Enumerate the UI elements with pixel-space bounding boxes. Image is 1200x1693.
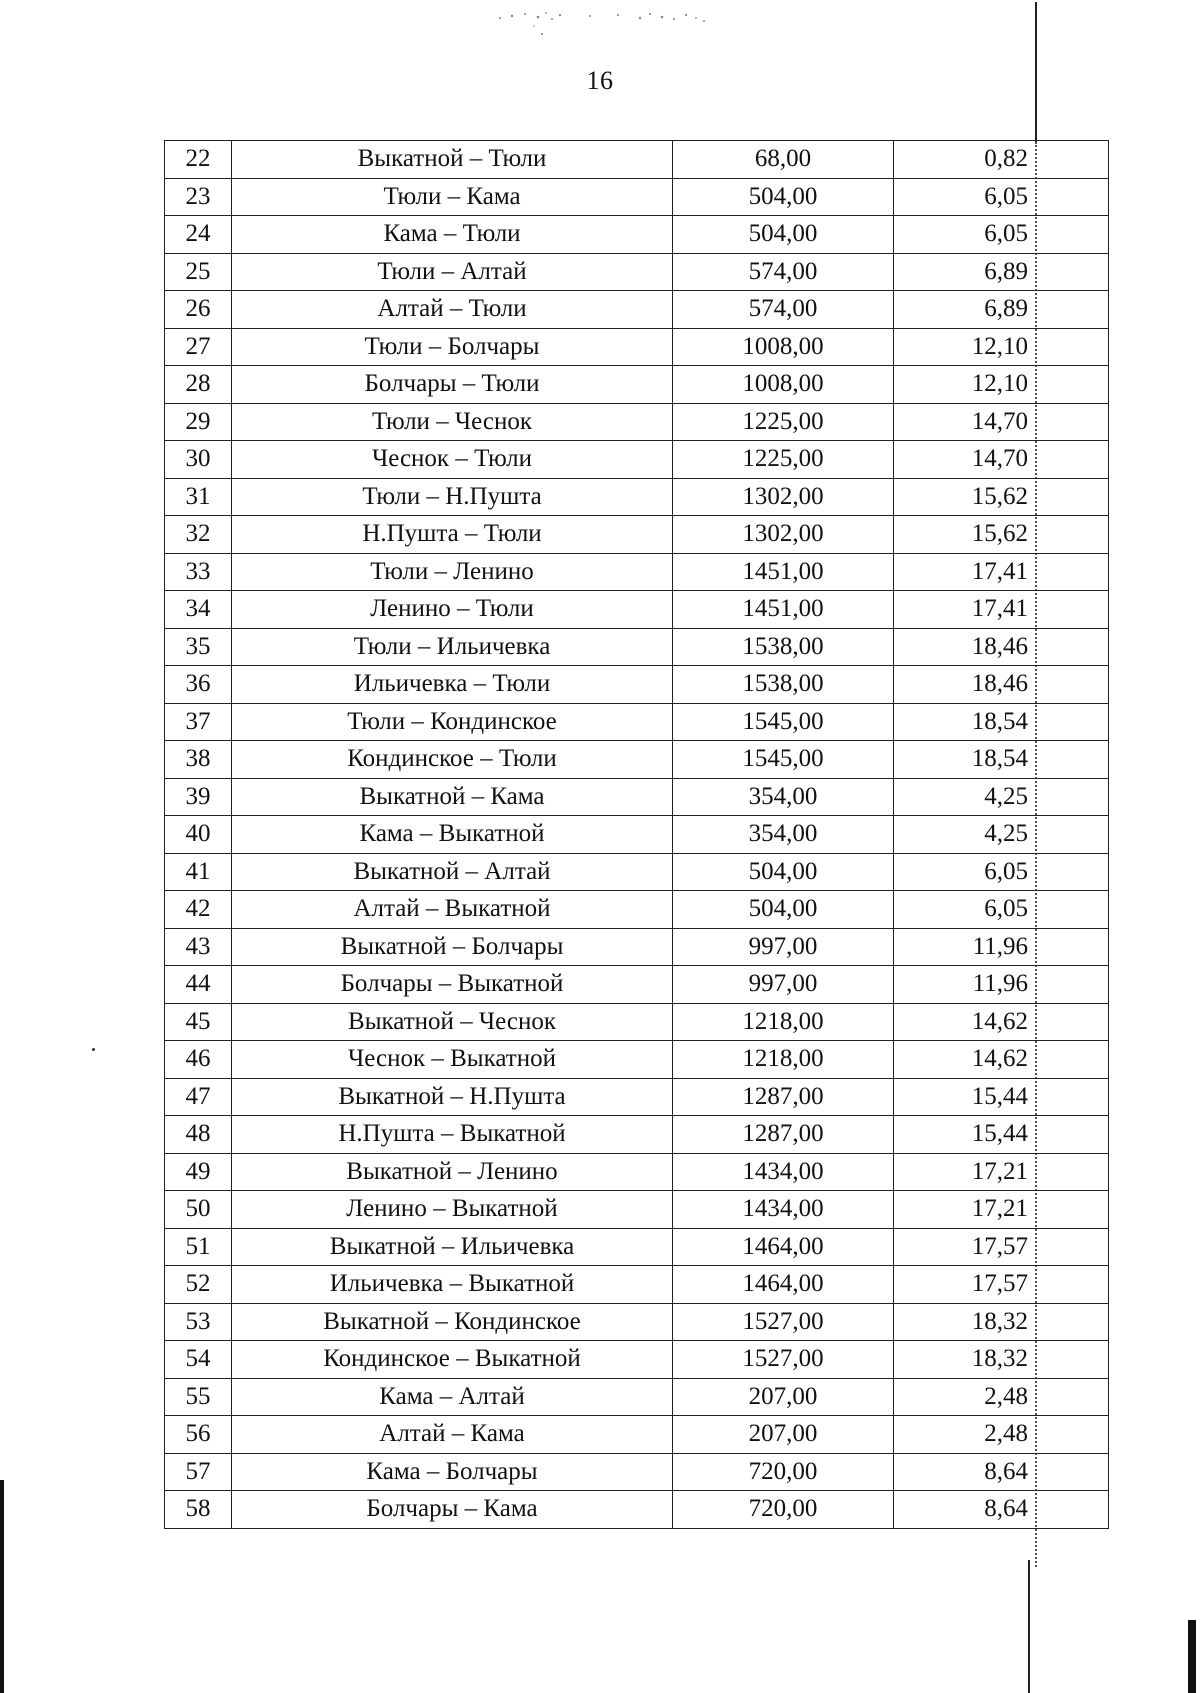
table-row — [165, 366, 1109, 404]
row-number-cell: 45 — [165, 1003, 232, 1041]
row-number-cell: 30 — [165, 441, 232, 479]
distance-cell: 1464,00 — [673, 1266, 894, 1304]
route-cell: Тюли – Ильичевка — [232, 628, 673, 666]
row-number-cell: 53 — [165, 1303, 232, 1341]
row-number-cell: 37 — [165, 703, 232, 741]
route-cell: Чеснок – Тюли — [232, 441, 673, 479]
table-row — [165, 553, 1109, 591]
row-number-cell: 42 — [165, 891, 232, 929]
row-number-cell: 57 — [165, 1453, 232, 1491]
row-number-cell: 23 — [165, 178, 232, 216]
table-row — [165, 1003, 1109, 1041]
table-row — [165, 403, 1109, 441]
route-cell: Кама – Выкатной — [232, 816, 673, 854]
cost-cell: 14,70 — [894, 441, 1109, 479]
route-cell: Алтай – Тюли — [232, 291, 673, 329]
route-cell: Ильичевка – Выкатной — [232, 1266, 673, 1304]
route-cell: Кама – Болчары — [232, 1453, 673, 1491]
table-row — [165, 966, 1109, 1004]
route-cell: Н.Пушта – Выкатной — [232, 1116, 673, 1154]
cost-cell: 6,05 — [894, 178, 1109, 216]
row-number-cell: 51 — [165, 1228, 232, 1266]
table-row — [165, 1078, 1109, 1116]
table-row — [165, 1191, 1109, 1229]
row-number-cell: 50 — [165, 1191, 232, 1229]
cost-cell: 17,21 — [894, 1191, 1109, 1229]
scan-artifact — [490, 6, 720, 42]
cost-cell: 15,44 — [894, 1116, 1109, 1154]
cost-cell: 14,62 — [894, 1041, 1109, 1079]
table-row — [165, 1341, 1109, 1379]
page-number: 16 — [586, 66, 614, 95]
distance-cell: 504,00 — [673, 216, 894, 254]
cost-cell: 15,44 — [894, 1078, 1109, 1116]
route-cell: Тюли – Н.Пушта — [232, 478, 673, 516]
route-cell: Выкатной – Ильичевка — [232, 1228, 673, 1266]
distance-cell: 1302,00 — [673, 516, 894, 554]
distance-cell: 354,00 — [673, 816, 894, 854]
cost-cell: 14,70 — [894, 403, 1109, 441]
table-row — [165, 1266, 1109, 1304]
distance-cell: 504,00 — [673, 178, 894, 216]
route-cell: Ильичевка – Тюли — [232, 666, 673, 704]
route-cell: Тюли – Кама — [232, 178, 673, 216]
row-number-cell: 35 — [165, 628, 232, 666]
route-cell: Кама – Алтай — [232, 1378, 673, 1416]
distance-cell: 207,00 — [673, 1378, 894, 1416]
row-number-cell: 52 — [165, 1266, 232, 1304]
distance-cell: 1451,00 — [673, 591, 894, 629]
cost-cell: 2,48 — [894, 1416, 1109, 1454]
table-row — [165, 853, 1109, 891]
row-number-cell: 39 — [165, 778, 232, 816]
distance-cell: 720,00 — [673, 1453, 894, 1491]
table-row — [165, 1228, 1109, 1266]
cost-cell: 6,05 — [894, 891, 1109, 929]
route-cell: Тюли – Кондинское — [232, 703, 673, 741]
route-cell: Чеснок – Выкатной — [232, 1041, 673, 1079]
table-row — [165, 628, 1109, 666]
cost-cell: 6,05 — [894, 853, 1109, 891]
table-row — [165, 741, 1109, 779]
distance-cell: 1225,00 — [673, 403, 894, 441]
table-row — [165, 928, 1109, 966]
distance-cell: 1527,00 — [673, 1341, 894, 1379]
table-row — [165, 1116, 1109, 1154]
row-number-cell: 40 — [165, 816, 232, 854]
cost-cell: 6,05 — [894, 216, 1109, 254]
table-row — [165, 1041, 1109, 1079]
route-cell: Выкатной – Тюли — [232, 141, 673, 179]
cost-cell: 18,54 — [894, 741, 1109, 779]
route-cell: Выкатной – Кондинское — [232, 1303, 673, 1341]
row-number-cell: 44 — [165, 966, 232, 1004]
distance-cell: 720,00 — [673, 1491, 894, 1529]
route-cell: Выкатной – Ленино — [232, 1153, 673, 1191]
distance-cell: 1538,00 — [673, 666, 894, 704]
row-number-cell: 46 — [165, 1041, 232, 1079]
distance-cell: 1434,00 — [673, 1191, 894, 1229]
table-row — [165, 1303, 1109, 1341]
route-cell: Болчары – Тюли — [232, 366, 673, 404]
distance-cell: 1302,00 — [673, 478, 894, 516]
row-number-cell: 48 — [165, 1116, 232, 1154]
table-row — [165, 516, 1109, 554]
route-cell: Болчары – Кама — [232, 1491, 673, 1529]
distance-cell: 1451,00 — [673, 553, 894, 591]
route-cell: Тюли – Алтай — [232, 253, 673, 291]
route-cell: Выкатной – Кама — [232, 778, 673, 816]
route-cell: Кондинское – Тюли — [232, 741, 673, 779]
table-row — [165, 328, 1109, 366]
route-cell: Выкатной – Н.Пушта — [232, 1078, 673, 1116]
distance-cell: 354,00 — [673, 778, 894, 816]
distance-cell: 1464,00 — [673, 1228, 894, 1266]
cost-cell: 15,62 — [894, 516, 1109, 554]
row-number-cell: 24 — [165, 216, 232, 254]
scan-edge-corner — [1188, 1620, 1196, 1693]
distance-cell: 1287,00 — [673, 1078, 894, 1116]
table-row — [165, 1153, 1109, 1191]
table-row — [165, 291, 1109, 329]
table-row — [165, 1416, 1109, 1454]
table-row — [165, 591, 1109, 629]
distance-cell: 1545,00 — [673, 703, 894, 741]
cost-cell: 2,48 — [894, 1378, 1109, 1416]
route-cell: Болчары – Выкатной — [232, 966, 673, 1004]
distance-cell: 1225,00 — [673, 441, 894, 479]
route-cell: Выкатной – Алтай — [232, 853, 673, 891]
routes-table — [164, 140, 1109, 1529]
scan-edge-left — [0, 1480, 4, 1693]
route-cell: Кама – Тюли — [232, 216, 673, 254]
cost-cell: 14,62 — [894, 1003, 1109, 1041]
row-number-cell: 55 — [165, 1378, 232, 1416]
distance-cell: 1218,00 — [673, 1003, 894, 1041]
route-cell: Ленино – Выкатной — [232, 1191, 673, 1229]
table-row — [165, 441, 1109, 479]
route-cell: Тюли – Чеснок — [232, 403, 673, 441]
distance-cell: 574,00 — [673, 253, 894, 291]
row-number-cell: 33 — [165, 553, 232, 591]
cost-cell: 18,32 — [894, 1303, 1109, 1341]
route-cell: Выкатной – Чеснок — [232, 1003, 673, 1041]
row-number-cell: 27 — [165, 328, 232, 366]
row-number-cell: 22 — [165, 141, 232, 179]
table-row — [165, 778, 1109, 816]
distance-cell: 504,00 — [673, 891, 894, 929]
route-cell: Алтай – Кама — [232, 1416, 673, 1454]
distance-cell: 504,00 — [673, 853, 894, 891]
row-number-cell: 28 — [165, 366, 232, 404]
cost-cell: 17,41 — [894, 553, 1109, 591]
table-row — [165, 178, 1109, 216]
row-number-cell: 26 — [165, 291, 232, 329]
cost-cell: 0,82 — [894, 141, 1109, 179]
routes-table-body — [165, 141, 1109, 1529]
table-row — [165, 816, 1109, 854]
row-number-cell: 32 — [165, 516, 232, 554]
route-cell: Тюли – Болчары — [232, 328, 673, 366]
cost-cell: 4,25 — [894, 778, 1109, 816]
cost-cell: 17,57 — [894, 1266, 1109, 1304]
cost-cell: 18,32 — [894, 1341, 1109, 1379]
route-cell: Выкатной – Болчары — [232, 928, 673, 966]
cost-cell: 17,21 — [894, 1153, 1109, 1191]
table-row — [165, 253, 1109, 291]
table-row — [165, 1378, 1109, 1416]
cost-cell: 6,89 — [894, 253, 1109, 291]
cost-cell: 18,46 — [894, 666, 1109, 704]
table-row — [165, 1453, 1109, 1491]
distance-cell: 1008,00 — [673, 366, 894, 404]
cost-cell: 6,89 — [894, 291, 1109, 329]
route-cell: Тюли – Ленино — [232, 553, 673, 591]
row-number-cell: 49 — [165, 1153, 232, 1191]
table-row — [165, 478, 1109, 516]
distance-cell: 997,00 — [673, 928, 894, 966]
cost-cell: 18,46 — [894, 628, 1109, 666]
row-number-cell: 56 — [165, 1416, 232, 1454]
distance-cell: 1527,00 — [673, 1303, 894, 1341]
row-number-cell: 34 — [165, 591, 232, 629]
row-number-cell: 25 — [165, 253, 232, 291]
distance-cell: 1287,00 — [673, 1116, 894, 1154]
row-number-cell: 43 — [165, 928, 232, 966]
distance-cell: 68,00 — [673, 141, 894, 179]
distance-cell: 1008,00 — [673, 328, 894, 366]
row-number-cell: 58 — [165, 1491, 232, 1529]
margin-rule-bottom — [1028, 1560, 1030, 1693]
cost-cell: 18,54 — [894, 703, 1109, 741]
distance-cell: 1545,00 — [673, 741, 894, 779]
table-row — [165, 891, 1109, 929]
cost-cell: 11,96 — [894, 966, 1109, 1004]
cost-cell: 4,25 — [894, 816, 1109, 854]
distance-cell: 1434,00 — [673, 1153, 894, 1191]
table-row — [165, 666, 1109, 704]
distance-cell: 574,00 — [673, 291, 894, 329]
table-row — [165, 216, 1109, 254]
row-number-cell: 41 — [165, 853, 232, 891]
distance-cell: 1218,00 — [673, 1041, 894, 1079]
route-cell: Кондинское – Выкатной — [232, 1341, 673, 1379]
row-number-cell: 36 — [165, 666, 232, 704]
cost-cell: 8,64 — [894, 1453, 1109, 1491]
route-cell: Ленино – Тюли — [232, 591, 673, 629]
row-number-cell: 38 — [165, 741, 232, 779]
cost-cell: 12,10 — [894, 366, 1109, 404]
distance-cell: 997,00 — [673, 966, 894, 1004]
distance-cell: 1538,00 — [673, 628, 894, 666]
row-number-cell: 54 — [165, 1341, 232, 1379]
table-row — [165, 141, 1109, 179]
row-number-cell: 47 — [165, 1078, 232, 1116]
cost-cell: 12,10 — [894, 328, 1109, 366]
table-row — [165, 703, 1109, 741]
route-cell: Алтай – Выкатной — [232, 891, 673, 929]
cost-cell: 17,57 — [894, 1228, 1109, 1266]
row-number-cell: 31 — [165, 478, 232, 516]
scan-speck — [92, 1048, 95, 1051]
distance-cell: 207,00 — [673, 1416, 894, 1454]
cost-cell: 11,96 — [894, 928, 1109, 966]
table-row — [165, 1491, 1109, 1529]
cost-cell: 8,64 — [894, 1491, 1109, 1529]
cost-cell: 17,41 — [894, 591, 1109, 629]
row-number-cell: 29 — [165, 403, 232, 441]
route-cell: Н.Пушта – Тюли — [232, 516, 673, 554]
cost-cell: 15,62 — [894, 478, 1109, 516]
